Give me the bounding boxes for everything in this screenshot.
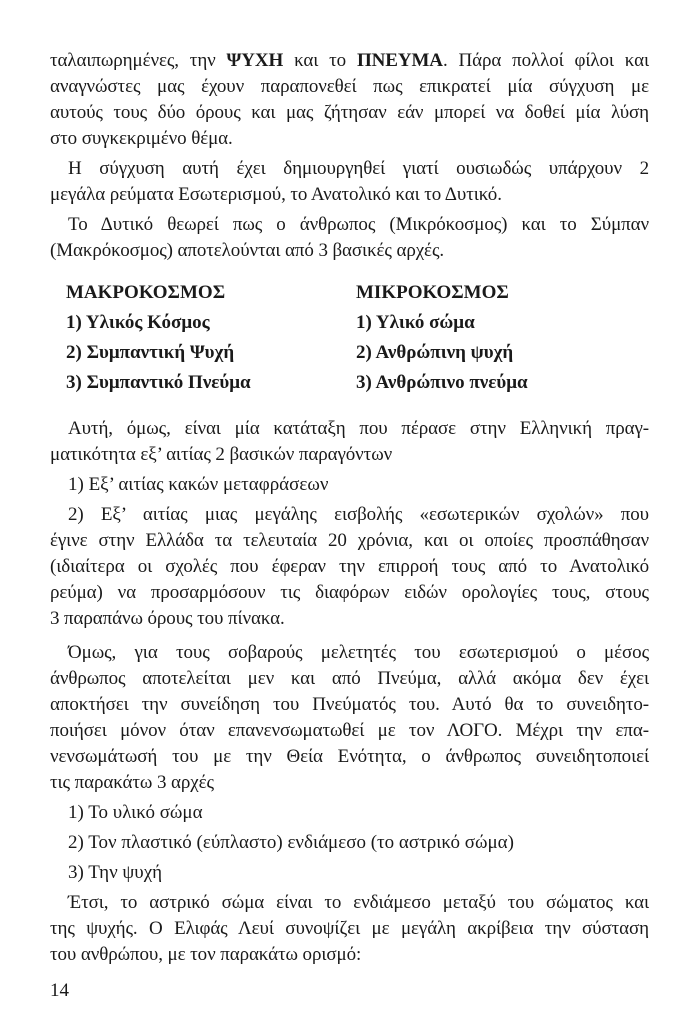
column-header: ΜΙΚΡΟΚΟΣΜΟΣ [356, 282, 509, 303]
table-item: 2) Συμπαντική Ψυχή [66, 342, 235, 363]
text-line: νενσωμάτωσή του με την Θεία Ενότητα, ο άνθρωπος συνειδητοποιεί [50, 746, 649, 767]
table-item: 1) Υλικό σώμα [356, 312, 475, 333]
paragraph-serious-students [50, 640, 649, 796]
column-header: ΜΑΚΡΟΚΟΣΜΟΣ [66, 282, 226, 303]
microcosm-column [356, 278, 636, 398]
text-line: έγινε στην Ελλάδα τα τελευταία 20 χρόνια, και οι οποίες προσπάθησαν [50, 530, 649, 551]
text-line: αποκτήσει την συνείδηση του Πνεύματός του. Αυτό θα το συνειδητο- [50, 694, 649, 715]
paragraph-western [50, 212, 649, 264]
text-line: (Μακρόκοσμος) αποτελούνται από 3 βασικές αρχές. [50, 240, 445, 261]
text-line: Όμως, για τους σοβαρούς μελετητές του εσωτερισμού ο μέσος [68, 642, 649, 663]
macrocosm-column [66, 278, 356, 398]
list-item: 1) Εξ’ αιτίας κακών μεταφράσεων [68, 474, 329, 495]
text-line: (ιδιαίτερα οι σχολές που έφεραν την επιρροή τους από το Ανατολικό [50, 556, 649, 577]
text-line: άνθρωπος αποτελείται μεν και από Πνεύμα, αλλά ακόμα δεν έχει [50, 668, 649, 689]
paragraph-classification [50, 416, 649, 468]
text-span: και το [283, 50, 357, 71]
text-line: Αυτή, όμως, είναι μία κατάταξη που πέρασε στην Ελληνική πραγ- [68, 418, 649, 439]
table-item: 3) Ανθρώπινο πνεύμα [356, 372, 528, 393]
table-item: 2) Ανθρώπινη ψυχή [356, 342, 514, 363]
list-item: 2) Τον πλαστικό (εύπλαστο) ενδιάμεσο (το αστρικό σώμα) [68, 832, 514, 853]
page-number: 14 [50, 980, 69, 1001]
text-line: Το Δυτικό θεωρεί πως ο άνθρωπος (Μικρόκοσμος) και το Σύμπαν [68, 214, 649, 235]
text-line: 2) Εξ’ αιτίας μιας μεγάλης εισβολής «εσωτερικών σχολών» που [68, 504, 649, 525]
table-item: 1) Υλικός Κόσμος [66, 312, 210, 333]
text-span: . Πάρα πολλοί φίλοι και [442, 50, 649, 71]
text-line: 3 παραπάνω όρους του πίνακα. [50, 608, 285, 629]
table-item: 3) Συμπαντικό Πνεύμα [66, 372, 251, 393]
list-item: 3) Την ψυχή [68, 862, 163, 883]
paragraph-esoteric-schools [50, 502, 649, 632]
text-line: του ανθρώπου, με τον παρακάτω ορισμό: [50, 944, 362, 965]
macro-micro-table [50, 278, 649, 398]
text-line: αναγνώστες μας έχουν παραπονεθεί πως επικρατεί μία σύγχυση με [50, 76, 649, 97]
list-item: 1) Το υλικό σώμα [68, 802, 203, 823]
text-span: ταλαιπωρημένες, την [50, 50, 227, 71]
paragraph-astral-body [50, 890, 649, 968]
text-line: μεγάλα ρεύματα Εσωτερισμού, το Ανατολικό και το Δυτικό. [50, 184, 502, 205]
text-line [50, 48, 649, 74]
text-line: ποιήσει μόνον όταν επανενσωματωθεί με τον ΛΟΓΟ. Μέχρι την επα- [50, 720, 649, 741]
text-line: αυτούς τους δύο όρους και μας ζήτησαν εάν μπορεί να δοθεί μία λύση [50, 102, 649, 123]
text-line: τις παρακάτω 3 αρχές [50, 772, 214, 793]
text-line: Η σύγχυση αυτή έχει δημιουργηθεί γιατί ουσιωδώς υπάρχουν 2 [68, 158, 649, 179]
text-line: στο συγκεκριμένο θέμα. [50, 128, 233, 149]
bold-term-psyche: ΨΥΧΗ [226, 50, 284, 71]
paragraph-confusion [50, 156, 649, 208]
book-page-body [50, 48, 649, 968]
paragraph-intro [50, 48, 649, 152]
text-line: Έτσι, το αστρικό σώμα είναι το ενδιάμεσο μεταξύ του σώματος και [68, 892, 649, 913]
text-line: ρεύμα) να προσαρμόσουν τις διαφόρων ειδών ορολογίες τους, στους [50, 582, 649, 603]
text-line: ματικότητα εξ’ αιτίας 2 βασικών παραγόντων [50, 444, 393, 465]
text-line: της ψυχής. Ο Ελιφάς Λευί συνοψίζει με μεγάλη ακρίβεια την σύσταση [50, 918, 649, 939]
bold-term-pneuma: ΠΝΕΥΜΑ [356, 50, 443, 71]
